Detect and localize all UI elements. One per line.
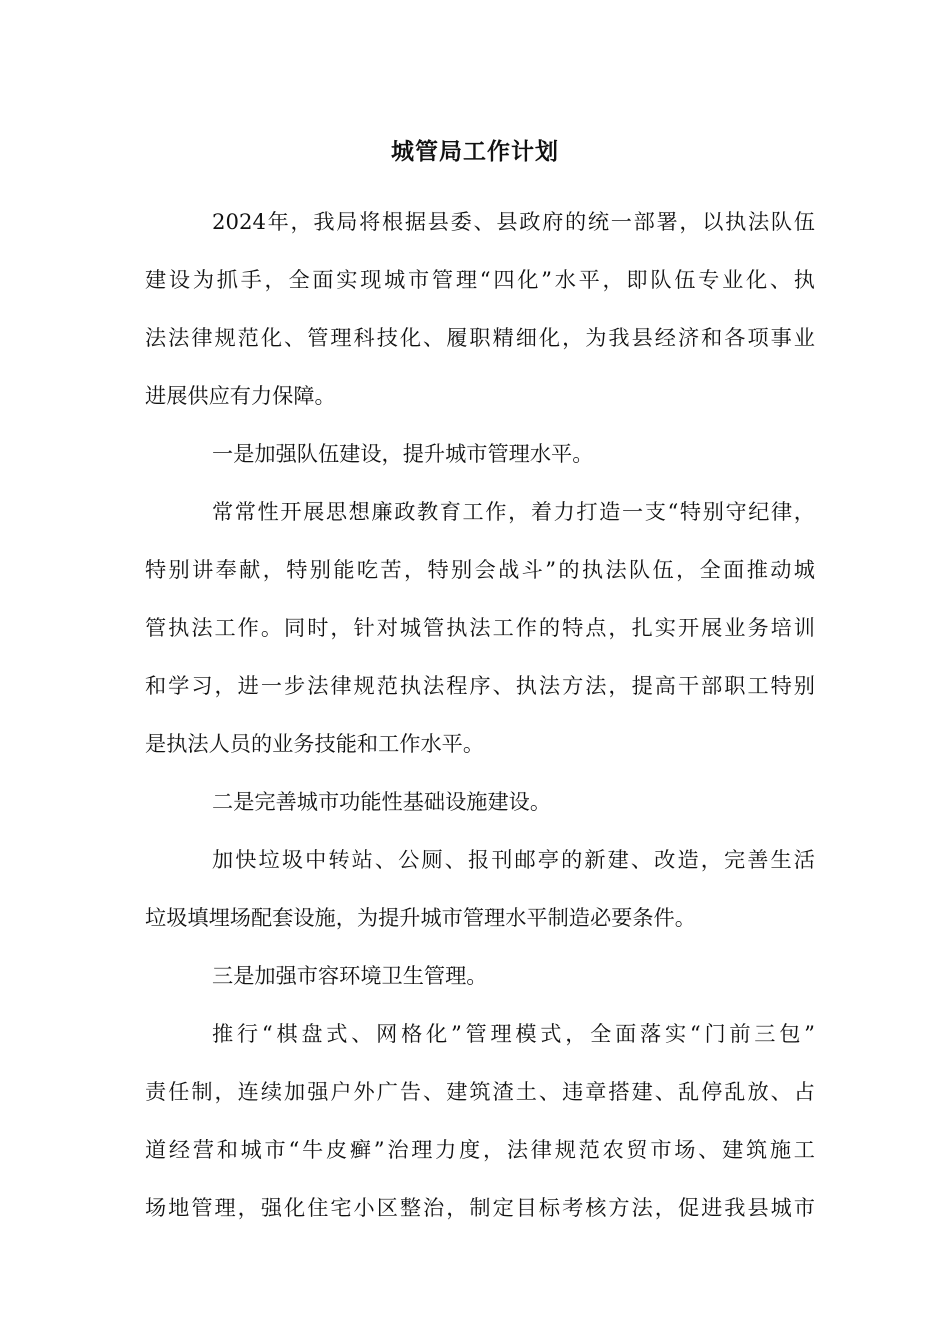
- paragraph-line: 加快垃圾中转站、公厕、报刊邮亭的新建、改造，完善生活: [212, 847, 815, 872]
- section-heading: 三是加强市容环境卫生管理。: [212, 963, 488, 988]
- paragraph-line: 场地管理，强化住宅小区整治，制定目标考核方法，促进我县城市: [145, 1195, 815, 1220]
- paragraph-line: 责任制，连续加强户外广告、建筑渣土、违章搭建、乱停乱放、占: [145, 1079, 815, 1104]
- section-heading: 一是加强队伍建设，提升城市管理水平。: [212, 441, 594, 466]
- paragraph-line: 是执法人员的业务技能和工作水平。: [145, 731, 485, 756]
- paragraph-line: 垃圾填埋场配套设施，为提升城市管理水平制造必要条件。: [145, 905, 696, 930]
- paragraph-line: 道经营和城市“牛皮癣”治理力度，法律规范农贸市场、建筑施工: [145, 1137, 815, 1162]
- paragraph-line: 进展供应有力保障。: [145, 383, 336, 408]
- section-heading: 二是完善城市功能性基础设施建设。: [212, 789, 552, 814]
- paragraph-line: 建设为抓手，全面实现城市管理“四化”水平，即队伍专业化、执: [145, 267, 815, 292]
- paragraph-line: 法法律规范化、管理科技化、履职精细化，为我县经济和各项事业: [145, 325, 815, 350]
- paragraph-line: 和学习，进一步法律规范执法程序、执法方法，提高干部职工特别: [145, 673, 815, 698]
- paragraph-line: 管执法工作。同时，针对城管执法工作的特点，扎实开展业务培训: [145, 615, 815, 640]
- paragraph-line: 常常性开展思想廉政教育工作，着力打造一支“特别守纪律，: [212, 499, 815, 524]
- paragraph-line: 2024年，我局将根据县委、县政府的统一部署，以执法队伍: [212, 209, 815, 234]
- paragraph-line: 推行“棋盘式、网格化”管理模式，全面落实“门前三包”: [212, 1021, 815, 1046]
- document-title: 城管局工作计划: [391, 139, 559, 165]
- paragraph-line: 特别讲奉献，特别能吃苦，特别会战斗”的执法队伍，全面推动城: [145, 557, 815, 582]
